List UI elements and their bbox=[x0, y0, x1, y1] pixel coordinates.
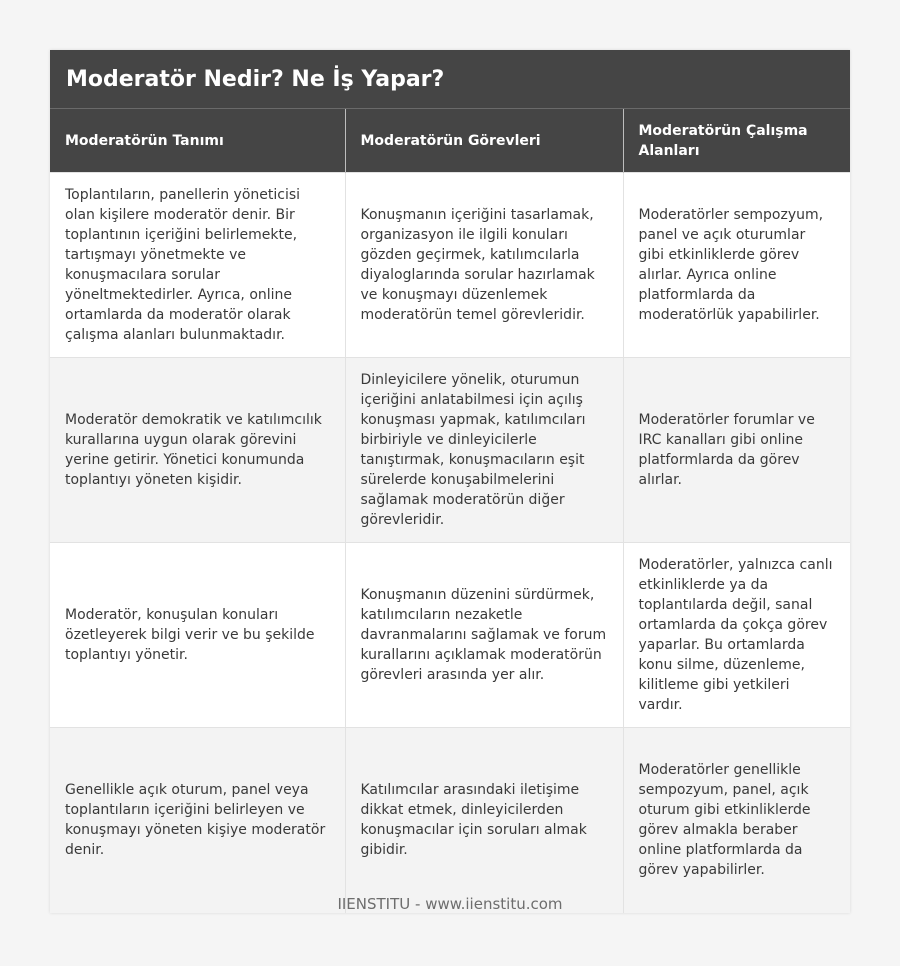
table-cell: Moderatörler genellikle sempozyum, panel, açık oturum gibi etkinliklerde görev almakla beraber online platformlarda da görev yapabilirler. bbox=[623, 728, 850, 913]
column-header-work-areas: Moderatörün Çalışma Alanları bbox=[623, 109, 850, 173]
table-cell: Katılımcılar arasındaki iletişime dikkat etmek, dinleyicilerden konuşmacılar için soruları almak gibidir. bbox=[345, 728, 623, 913]
table-card bbox=[50, 50, 850, 913]
table-cell: Dinleyicilere yönelik, oturumun içeriğini anlatabilmesi için açılış konuşması yapmak, katılımcıları birbiriyle ve dinleyicilerle tanıştırmak, konuşmacıların eşit sürelerde konuşabilmelerini sağlamak moderatörün diğer görevleridir. bbox=[345, 358, 623, 543]
header-row bbox=[50, 109, 850, 173]
table-cell: Genellikle açık oturum, panel veya toplantıların içeriğini belirleyen ve konuşmayı yöneten kişiye moderatör denir. bbox=[50, 728, 345, 913]
table-cell: Konuşmanın düzenini sürdürmek, katılımcıların nezaketle davranmalarını sağlamak ve forum kurallarını açıklamak moderatörün görevleri arasında yer alır. bbox=[345, 543, 623, 728]
table-cell: Konuşmanın içeriğini tasarlamak, organizasyon ile ilgili konuları gözden geçirmek, katılımcılarla diyaloglarında sorular hazırlamak ve konuşmayı düzenlemek moderatörün temel görevleridir. bbox=[345, 173, 623, 358]
table-title: Moderatör Nedir? Ne İş Yapar? bbox=[50, 50, 850, 108]
table-cell: Toplantıların, panellerin yöneticisi olan kişilere moderatör denir. Bir toplantının içeriğini belirlemekte, tartışmayı yönetmekte ve konuşmacılara sorular yöneltmektedirler. Ayrıca, online ortamlarda da moderatör olarak çalışma alanları bulunmaktadır. bbox=[50, 173, 345, 358]
table-cell: Moderatörler sempozyum, panel ve açık oturumlar gibi etkinliklerde görev alırlar. Ayrıca online platformlarda da moderatörlük yapabilirler. bbox=[623, 173, 850, 358]
footer-credit: IIENSTITU - www.iienstitu.com bbox=[337, 895, 563, 913]
column-header-definition: Moderatörün Tanımı bbox=[50, 109, 345, 173]
table-cell: Moderatörler, yalnızca canlı etkinliklerde ya da toplantılarda değil, sanal ortamlarda da çokça görev yaparlar. Bu ortamlarda konu silme, düzenleme, kilitleme gibi yetkileri vardır. bbox=[623, 543, 850, 728]
column-header-duties: Moderatörün Görevleri bbox=[345, 109, 623, 173]
table-cell: Moderatör demokratik ve katılımcılık kurallarına uygun olarak görevini yerine getirir. Yönetici konumunda toplantıyı yöneten kişidir. bbox=[50, 358, 345, 543]
table-row bbox=[50, 358, 850, 543]
table-row bbox=[50, 543, 850, 728]
info-table bbox=[50, 108, 850, 913]
table-row bbox=[50, 728, 850, 913]
table-cell: Moderatör, konuşulan konuları özetleyerek bilgi verir ve bu şekilde toplantıyı yönetir. bbox=[50, 543, 345, 728]
table-cell: Moderatörler forumlar ve IRC kanalları gibi online platformlarda da görev alırlar. bbox=[623, 358, 850, 543]
table-row bbox=[50, 173, 850, 358]
